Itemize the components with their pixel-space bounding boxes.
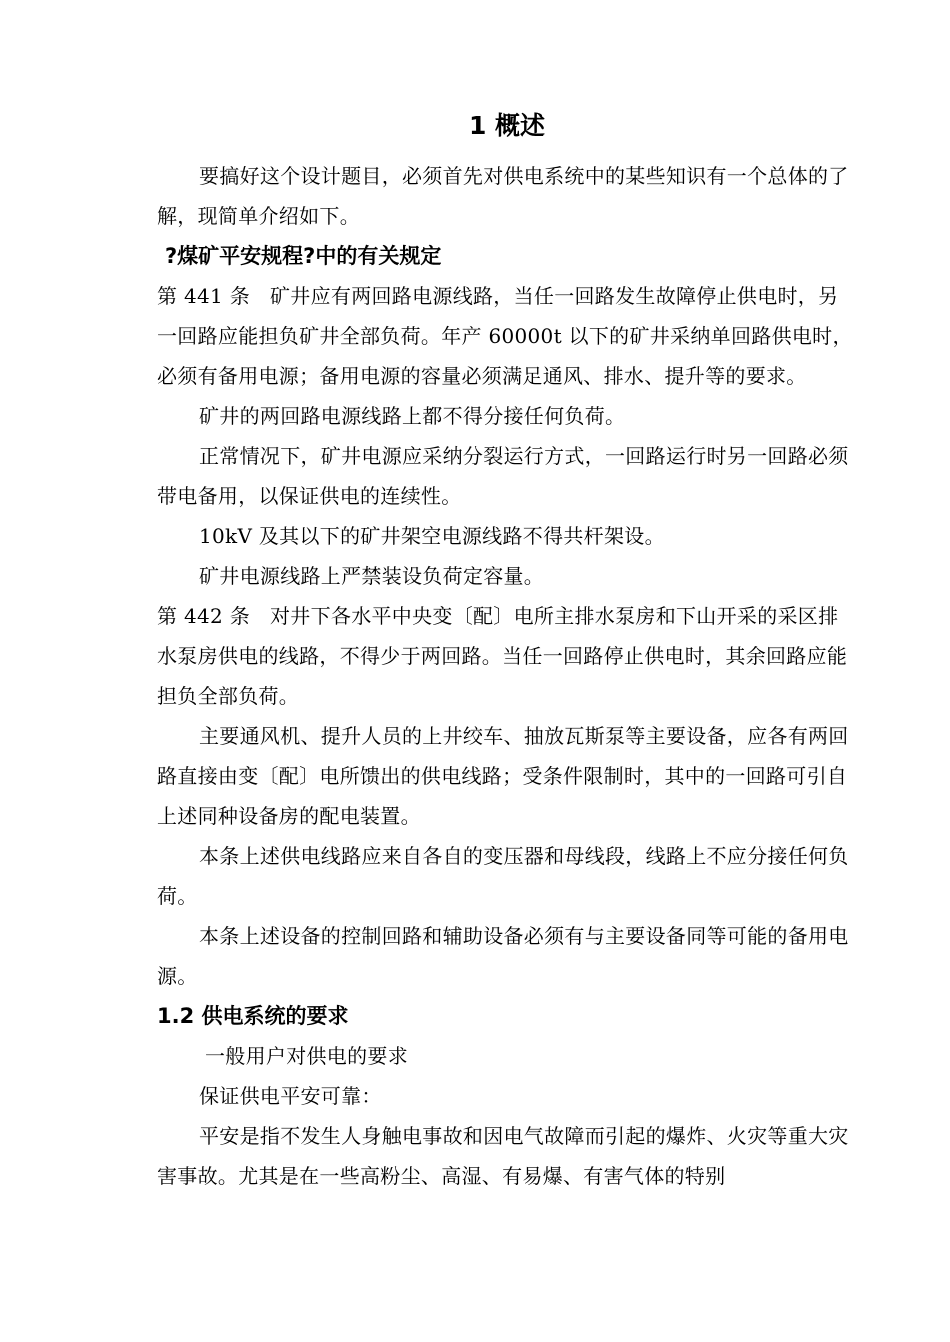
paragraph: 保证供电平安可靠： — [199, 1084, 382, 1108]
article-text: 矿井应有两回路电源线路，当任一回路发生故障停止供电时，另一回路应能担负矿井全部负荷。年产 60000t 以下的矿井采纳单回路供电时，必须有备用电源；备用电源的容量必须满足通风、排水、提升等的要求。 — [157, 284, 853, 388]
paragraph: 主要通风机、提升人员的上井绞车、抽放瓦斯泵等主要设备，应各有两回路直接由变〔配〕电所馈出的供电线路；受条件限制时，其中的一回路可引自上述同种设备房的配电装置。 — [157, 724, 849, 828]
article-442 — [157, 596, 857, 716]
section-heading-regulations: ?煤矿平安规程?中的有关规定 — [165, 244, 442, 268]
section-heading-supply-requirements: 1.2 供电系统的要求 — [157, 1004, 349, 1028]
article-number: 第 441 条 — [157, 284, 250, 308]
paragraph: 本条上述设备的控制回路和辅助设备必须有与主要设备同等可能的备用电源。 — [157, 924, 849, 988]
article-number: 第 442 条 — [157, 604, 250, 628]
page-title: 1 概述 — [468, 111, 546, 140]
document-page — [157, 100, 857, 1196]
paragraph: 矿井电源线路上严禁装设负荷定容量。 — [199, 564, 545, 588]
subheading: 一般用户对供电的要求 — [205, 1044, 408, 1068]
paragraph: 平安是指不发生人身触电事故和因电气故障而引起的爆炸、火灾等重大灾害事故。尤其是在一些高粉尘、高湿、有易爆、有害气体的特别 — [157, 1124, 849, 1188]
paragraph: 本条上述供电线路应来自各自的变压器和母线段，线路上不应分接任何负荷。 — [157, 844, 849, 908]
paragraph: 正常情况下，矿井电源应采纳分裂运行方式，一回路运行时另一回路必须带电备用，以保证供电的连续性。 — [157, 444, 849, 508]
article-text: 对井下各水平中央变〔配〕电所主排水泵房和下山开采的采区排水泵房供电的线路，不得少于两回路。当任一回路停止供电时，其余回路应能担负全部负荷。 — [157, 604, 848, 708]
paragraph: 10kV 及其以下的矿井架空电源线路不得共杆架设。 — [199, 524, 665, 548]
paragraph: 矿井的两回路电源线路上都不得分接任何负荷。 — [199, 404, 626, 428]
intro-paragraph: 要搞好这个设计题目，必须首先对供电系统中的某些知识有一个总体的了解，现简单介绍如下。 — [157, 164, 849, 228]
article-441 — [157, 276, 857, 396]
